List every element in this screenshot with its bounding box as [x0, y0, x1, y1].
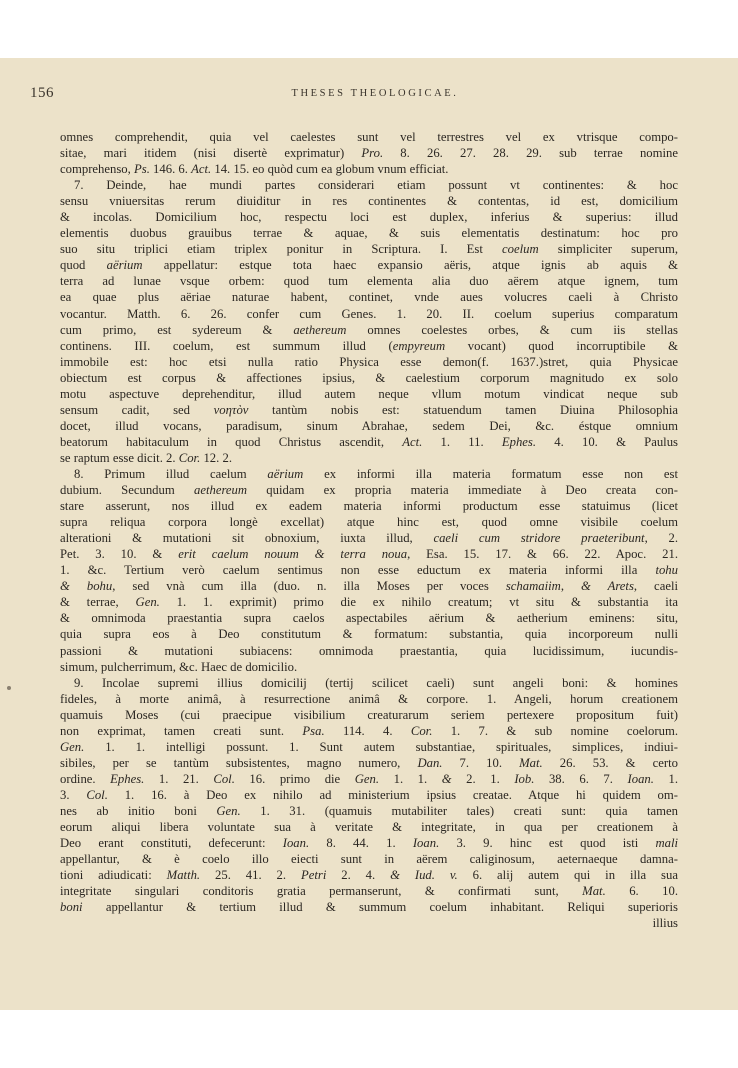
text-run: Pet. 3. 10. &: [60, 547, 179, 562]
italic-run: boni: [60, 900, 83, 915]
italic-run: erit caelum nouum & terra noua: [178, 547, 408, 562]
text-run: sitae, mari itidem (nisi disertè exprimatur): [60, 146, 362, 161]
text-line: [60, 626, 678, 642]
text-line: [60, 514, 678, 530]
text-run: , Esa. 15. 17. & 66. 22. Apoc. 21.: [407, 547, 678, 562]
text-run: motu aspectuve deprehenditur, illud autem neque vllum motum vindicat neque sub: [60, 386, 678, 401]
text-run: quod: [60, 258, 107, 273]
text-run: 1. 1. exprimit) primo die ex nihilo creatum; vt situ & substantia ita: [159, 595, 678, 610]
text-line: [60, 755, 678, 771]
italic-run: Ps.: [134, 162, 150, 177]
text-run: passioni & mutationi subiacens: omnimoda praestantia, quia lucidissimum, iucundis-: [60, 643, 678, 658]
text-run: simpliciter superum,: [538, 242, 678, 257]
text-run: & omnimoda praestantia supra caelos aspectabiles aërium & aetherium eminens: situ,: [60, 611, 678, 626]
italic-run: Act.: [402, 434, 423, 449]
text-run: 3.: [60, 787, 87, 802]
running-title: THESES THEOLOGICAE.: [291, 88, 459, 99]
text-line: [60, 594, 678, 610]
text-line: [60, 675, 678, 691]
text-line: [60, 386, 678, 402]
text-run: , caeli: [633, 579, 679, 594]
text-run: sibiles, per se tantùm subsistentes, magno numero,: [60, 755, 418, 770]
text-line: [60, 578, 678, 594]
text-line: [60, 643, 678, 659]
text-run: omnes comprehendit, quia vel caelestes sunt vel terrestres vel ex vtrisque compo-: [60, 130, 678, 144]
text-run: se raptum esse dicit. 2.: [60, 450, 179, 465]
text-run: appellatur: estque tota haec expansio aëris, atque ignis ab aquis &: [142, 258, 678, 273]
italic-run: Iob.: [514, 771, 535, 786]
italic-run: & Iud. v.: [390, 868, 458, 883]
italic-run: Ephes.: [501, 434, 537, 449]
text-line: [60, 562, 678, 578]
text-line: [60, 851, 678, 867]
italic-run: Gen.: [60, 739, 85, 754]
page-number: 156: [30, 85, 54, 101]
text-run: ordine.: [60, 771, 111, 786]
text-line: [60, 418, 678, 434]
text-run: 16. primo die: [234, 771, 355, 786]
text-run: immobile est: hoc etsi nulla ratio Physica esse demon(f. 1637.)stret, quia Physicae: [60, 354, 678, 369]
italic-run: schamaiim: [505, 579, 561, 594]
text-line: [60, 402, 678, 418]
text-run: 2. 1.: [451, 771, 515, 786]
text-run: supra reliqua corpora longè excellat) atque hinc est, quod omne visibile coelum: [60, 515, 678, 530]
italic-run: Cor.: [410, 723, 433, 738]
text-line: [60, 739, 678, 755]
text-run: 3. 9. hinc est quod isti: [439, 836, 656, 851]
italic-run: Ephes.: [110, 771, 145, 786]
text-run: ea quae plus aëriae naturae habent, continet, vnde aues volucres caeli à Christo: [60, 290, 678, 305]
text-run: stare asserunt, nos illud ex eadem materia informi productum esse statuimus (licet: [60, 499, 678, 514]
text-line: [60, 273, 678, 289]
text-run: 9. Incolae supremi illius domicilij (tertij scilicet caeli) sunt angeli boni: & homines: [74, 675, 678, 690]
text-run: cum primo, est sydereum &: [60, 322, 294, 337]
text-run: suo situ triplici etiam triplex ponitur in Scriptura. I. Est: [60, 242, 502, 257]
text-line: [60, 691, 678, 707]
italic-run: Mat.: [519, 755, 543, 770]
text-line: [60, 915, 678, 931]
italic-run: Ioan.: [282, 836, 310, 851]
italic-run: aërium: [106, 258, 143, 273]
text-run: 12. 2.: [200, 450, 232, 465]
ink-blot: [7, 686, 11, 690]
text-run: , 2.: [644, 531, 678, 546]
text-run: quia supra eos à Deo constitutum & formatum: substantia, quia incorporeum nulli: [60, 627, 678, 642]
text-line: [60, 354, 678, 370]
text-run: 114. 4.: [324, 723, 411, 738]
text-line: [60, 803, 678, 819]
text-run: 1. 1. intelligi possunt. 1. Sunt autem substantiae, spirituales, simplices, indiui-: [84, 739, 678, 754]
text-line: [60, 835, 678, 851]
text-run: 8. 26. 27. 28. 29. sub terrae nomine: [383, 146, 678, 161]
page-header: [30, 85, 720, 107]
text-run: 1. 1.: [379, 771, 442, 786]
text-run: 1.: [653, 771, 679, 786]
text-line: [60, 322, 678, 338]
text-run: appellantur, & è coelo illo eiecti sunt in aërem caliginosum, aeternaeque damna-: [60, 852, 678, 867]
text-run: 7. Deinde, hae mundi partes considerari etiam possunt vt continentes: & hoc: [74, 178, 678, 193]
text-run: , sed vnà cum illa (duo. n. illa Moses per voces: [112, 579, 506, 594]
italic-run: coelum: [502, 242, 539, 257]
italic-run: Petri: [300, 868, 327, 883]
text-line: [60, 723, 678, 739]
text-run: 6. 10.: [605, 884, 678, 899]
text-run: alterationi & mutationi sit obnoxium, iuxta illud,: [60, 531, 434, 546]
italic-run: Cor.: [178, 450, 201, 465]
italic-run: & bohu: [60, 579, 113, 594]
italic-run: mali: [655, 836, 679, 851]
text-line: [60, 787, 678, 803]
italic-run: Gen.: [135, 595, 160, 610]
italic-run: Matth.: [166, 868, 201, 883]
text-run: sensu vniuersitas rerum diuiditur in res continentes & contentas, id est, domicilium: [60, 194, 678, 209]
text-run: 7. 10.: [442, 755, 520, 770]
text-line: [60, 370, 678, 386]
text-run: simum, pulcherrimum, &c. Haec de domicilio.: [60, 659, 298, 674]
italic-run: caeli cum stridore praeteribunt: [433, 531, 645, 546]
text-run: 1. 11.: [422, 434, 502, 449]
text-run: ,: [560, 579, 581, 594]
text-line: [60, 193, 678, 209]
text-line: [60, 434, 678, 450]
italic-run: aërium: [267, 466, 304, 481]
text-run: fideles, à morte animâ, à resurrectione animâ & corpore. 1. Angeli, horum creationem: [60, 691, 678, 706]
text-line: [60, 161, 678, 177]
italic-run: Dan.: [417, 755, 443, 770]
text-run: & terrae,: [60, 595, 136, 610]
text-run: integritate singulari conditoris gratia permanserunt, & confirmati sunt,: [60, 884, 583, 899]
text-line: [60, 306, 678, 322]
top-margin: [0, 0, 738, 58]
italic-run: &: [441, 771, 452, 786]
text-line: [60, 819, 678, 835]
text-line: [60, 610, 678, 626]
text-run: 8. 44. 1.: [309, 836, 413, 851]
text-run: elementis duobus grauibus terrae & aquae, & suis elementatis destinatum: hoc pro: [60, 226, 678, 241]
italic-run: aethereum: [193, 483, 248, 498]
text-line: [60, 546, 678, 562]
text-run: terra ad lunae vsque orbem: quod tum elementa alia duo aërem atque ignem, tum: [60, 274, 678, 289]
text-run: 4. 10. & Paulus: [536, 434, 678, 449]
text-run: nes ab initio boni: [60, 803, 217, 818]
text-run: Deo erant constituti, defecerunt:: [60, 836, 283, 851]
italic-run: & Arets: [580, 579, 634, 594]
text-run: dubium. Secundum: [60, 483, 194, 498]
text-line: [60, 466, 678, 482]
italic-run: Ioan.: [412, 836, 440, 851]
italic-run: tohu: [655, 563, 678, 578]
text-run: 1. 7. & sub nomine coelorum.: [432, 723, 678, 738]
text-run: 2. 4.: [326, 868, 391, 883]
text-line: [60, 145, 678, 161]
italic-run: νοητὸν: [213, 402, 249, 417]
text-line: [60, 883, 678, 899]
text-run: 146. 6.: [149, 162, 192, 177]
text-line: [60, 482, 678, 498]
text-run: tantùm nobis est: statuendum tamen Diuina Philosophia: [248, 402, 678, 417]
italic-run: Psa.: [302, 723, 325, 738]
text-run: 14. 15. eo quòd cum ea globum vnum efficiat.: [211, 162, 449, 177]
italic-run: Mat.: [582, 884, 606, 899]
text-run: continens. III. coelum, est summum illud (: [60, 338, 393, 353]
text-line: [60, 867, 678, 883]
text-line: [60, 129, 678, 145]
text-run: 1. 16. à Deo ex nihilo ad ministerium ipsius creatae. Atque hi quidem om-: [107, 787, 678, 802]
text-run: obiectum est corpus & affectiones ipsius, & caelestium corporum magnitudo ex solo: [60, 370, 678, 385]
text-run: vocantur. Matth. 6. 26. confer cum Genes. 1. 20. II. coelum superius comparatum: [60, 306, 678, 321]
italic-run: Col.: [86, 787, 108, 802]
italic-run: Ioan.: [627, 771, 654, 786]
text-run: 26. 53. & certo: [542, 755, 678, 770]
text-run: tioni adiudicati:: [60, 868, 167, 883]
text-line: [60, 289, 678, 305]
text-run: 1. 21.: [144, 771, 214, 786]
text-run: vocant) quod incorruptibile &: [445, 338, 678, 353]
text-line: [60, 225, 678, 241]
italic-run: Act.: [191, 162, 212, 177]
text-run: eorum aliqui libera voluntate sua à veritate & integritate, in qua per creationem à: [60, 820, 678, 835]
text-line: [60, 498, 678, 514]
italic-run: Col.: [213, 771, 235, 786]
text-run: ex informi illa materia formatum esse non est: [303, 466, 678, 481]
italic-run: Pro.: [361, 146, 384, 161]
text-line: [60, 707, 678, 723]
text-run: 8. Primum illud caelum: [74, 466, 268, 481]
text-run: & incolas. Domicilium hoc, respectu loci est duplex, inferius & superius: illud: [60, 210, 678, 225]
text-line: [60, 338, 678, 354]
body-text: [60, 129, 678, 931]
text-line: [60, 177, 678, 193]
italic-run: aethereum: [293, 322, 347, 337]
italic-run: Gen.: [354, 771, 380, 786]
text-run: docet, illud vocans, paradisum, sinum Abrahae, sedem Dei, &c. éstque omnium: [60, 418, 678, 433]
text-run: 6. alij autem qui in illa sua: [457, 868, 678, 883]
text-line: [60, 450, 678, 466]
book-page: [0, 58, 738, 1010]
text-run: 1. 31. (quamuis mutabiliter tales) creati sunt: quia tamen: [240, 803, 678, 818]
text-run: omnes coelestes orbes, & cum iis stellas: [346, 322, 678, 337]
text-run: quidam ex propria materia immediate à Deo creata con-: [247, 483, 678, 498]
text-run: appellantur & tertium illud & summum coelum inhabitant. Reliqui superioris: [82, 900, 678, 915]
text-line: [60, 899, 678, 915]
text-run: 1. &c. Tertium verò caelum sentimus non esse eductum ex materia informi illa: [60, 563, 656, 578]
italic-run: Gen.: [216, 803, 241, 818]
text-run: beatorum habitaculum in quod Christus ascendit,: [60, 434, 403, 449]
text-run: quamuis Moses (cui praecipue visibilium creaturarum seriem pertexere propositum fuit): [60, 707, 678, 722]
text-line: [60, 241, 678, 257]
text-line: [60, 209, 678, 225]
text-line: [60, 771, 678, 787]
text-run: illius: [652, 916, 678, 931]
text-line: [60, 530, 678, 546]
text-run: non exprimat, tamen creati sunt.: [60, 723, 303, 738]
bottom-margin: [0, 1010, 738, 1068]
text-line: [60, 257, 678, 273]
text-run: 25. 41. 2.: [200, 868, 301, 883]
italic-run: empyreum: [392, 338, 446, 353]
text-line: [60, 659, 678, 675]
text-run: sensum cadit, sed: [60, 402, 214, 417]
text-run: 38. 6. 7.: [534, 771, 628, 786]
text-run: comprehenso,: [60, 162, 134, 177]
